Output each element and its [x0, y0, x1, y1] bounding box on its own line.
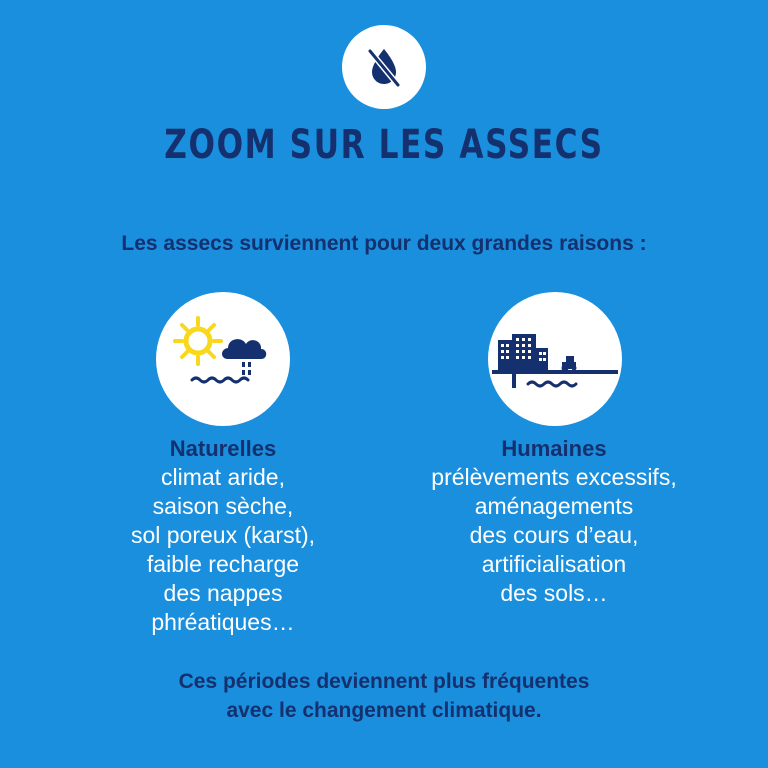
natural-cause-line: des nappes — [163, 580, 283, 606]
human-cause-line: prélèvements excessifs, — [431, 464, 677, 490]
city-irrigation-icon — [488, 292, 622, 426]
no-water-drop-icon — [364, 45, 404, 89]
human-causes-badge — [488, 292, 622, 426]
intro-text: Les assecs surviennent pour deux grandes raisons : — [121, 232, 647, 255]
sun-cloud-rain-icon — [156, 292, 290, 426]
natural-causes-badge — [156, 292, 290, 426]
natural-cause-line: saison sèche, — [152, 493, 294, 519]
natural-cause-line: climat aride, — [161, 464, 285, 490]
human-cause-line: des cours d’eau, — [469, 522, 639, 548]
natural-causes-title: Naturelles — [169, 436, 277, 461]
page-title: ZOOM SUR LES ASSECS — [164, 122, 604, 168]
natural-cause-line: sol poreux (karst), — [130, 522, 316, 548]
conclusion-line: Ces périodes deviennent plus fréquentes — [178, 670, 590, 693]
natural-cause-line: faible recharge — [146, 551, 300, 577]
human-cause-line: aménagements — [474, 493, 634, 519]
human-causes-title: Humaines — [501, 436, 607, 461]
natural-cause-line: phréatiques… — [151, 609, 295, 635]
conclusion-line: avec le changement climatique. — [226, 699, 542, 722]
natural-causes — [63, 434, 383, 637]
header-badge — [342, 25, 426, 109]
human-causes — [394, 434, 714, 608]
human-cause-line: des sols… — [500, 580, 608, 606]
conclusion-text — [0, 667, 768, 725]
human-cause-line: artificialisation — [481, 551, 627, 577]
